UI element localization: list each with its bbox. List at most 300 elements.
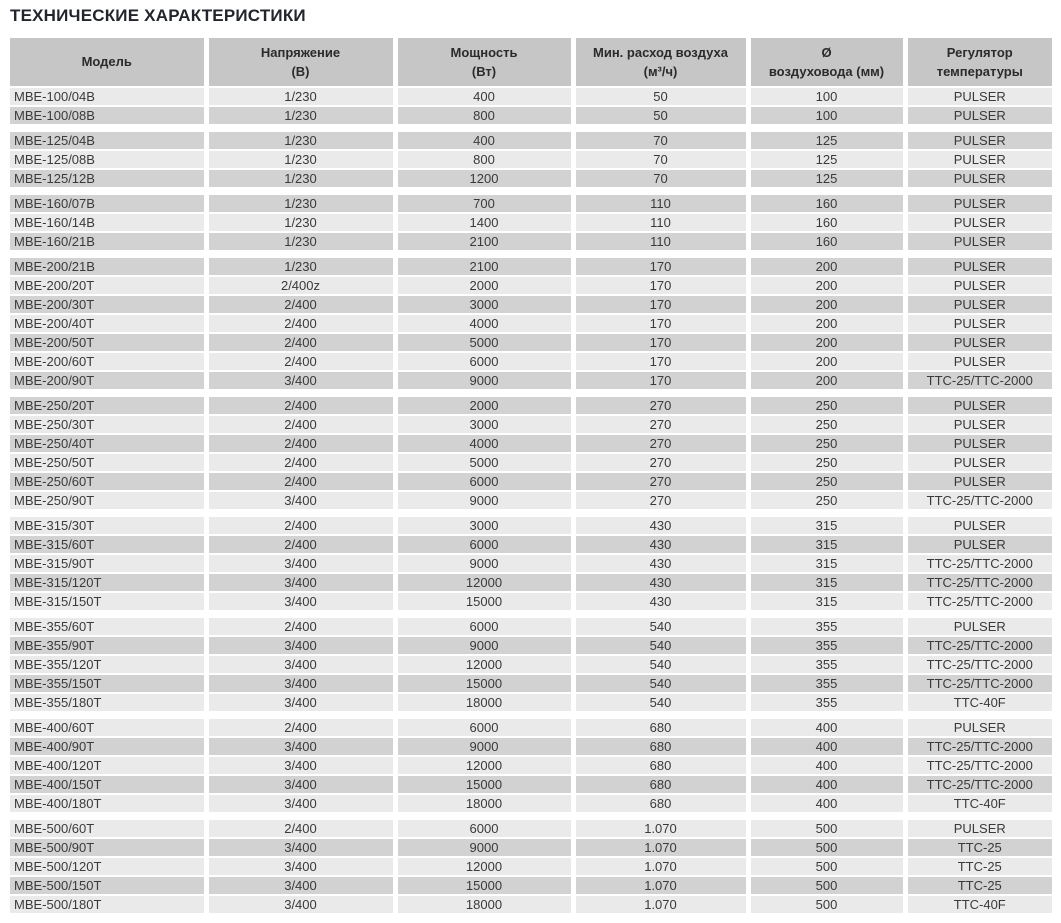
voltage-cell: 1/230 — [206, 131, 395, 150]
table-row — [10, 295, 1052, 314]
table-row — [10, 737, 1052, 756]
airflow-cell: 170 — [573, 295, 748, 314]
airflow-cell: 1.070 — [573, 876, 748, 895]
header-label: воздуховода (мм) — [768, 64, 885, 79]
header-label: температуры — [936, 64, 1023, 79]
voltage-cell: 3/400 — [206, 491, 395, 510]
voltage-cell: 2/400 — [206, 453, 395, 472]
table-row — [10, 617, 1052, 636]
model-cell: MBE-315/60T — [10, 535, 206, 554]
airflow-cell: 170 — [573, 276, 748, 295]
table-row — [10, 131, 1052, 150]
header-cell-model — [10, 38, 206, 87]
power-cell: 12000 — [395, 573, 573, 592]
diameter-cell: 125 — [748, 150, 905, 169]
power-cell: 12000 — [395, 756, 573, 775]
model-cell: MBE-200/60T — [10, 352, 206, 371]
table-row — [10, 655, 1052, 674]
voltage-cell: 1/230 — [206, 150, 395, 169]
diameter-cell: 200 — [748, 333, 905, 352]
regulator-cell: PULSER — [905, 213, 1052, 232]
model-cell: MBE-200/40T — [10, 314, 206, 333]
model-cell: MBE-500/60T — [10, 819, 206, 838]
diameter-cell: 355 — [748, 655, 905, 674]
regulator-cell: PULSER — [905, 276, 1052, 295]
diameter-cell: 400 — [748, 756, 905, 775]
power-cell: 9000 — [395, 554, 573, 573]
table-row — [10, 213, 1052, 232]
power-cell: 12000 — [395, 857, 573, 876]
voltage-cell: 1/230 — [206, 213, 395, 232]
voltage-cell: 2/400 — [206, 352, 395, 371]
voltage-cell: 3/400 — [206, 876, 395, 895]
voltage-cell: 3/400 — [206, 636, 395, 655]
model-cell: MBE-200/30T — [10, 295, 206, 314]
regulator-cell: TTC-40F — [905, 693, 1052, 712]
table-row — [10, 257, 1052, 276]
model-cell: MBE-200/21B — [10, 257, 206, 276]
airflow-cell: 50 — [573, 87, 748, 106]
airflow-cell: 70 — [573, 131, 748, 150]
model-cell: MBE-250/40T — [10, 434, 206, 453]
diameter-cell: 160 — [748, 194, 905, 213]
diameter-cell: 355 — [748, 693, 905, 712]
table-row — [10, 573, 1052, 592]
regulator-cell: PULSER — [905, 131, 1052, 150]
table-row — [10, 415, 1052, 434]
regulator-cell: PULSER — [905, 415, 1052, 434]
regulator-cell: TTC-25/TTC-2000 — [905, 737, 1052, 756]
model-cell: MBE-100/08B — [10, 106, 206, 125]
model-cell: MBE-250/50T — [10, 453, 206, 472]
regulator-cell: TTC-25/TTC-2000 — [905, 371, 1052, 390]
airflow-cell: 1.070 — [573, 895, 748, 914]
diameter-cell: 160 — [748, 232, 905, 251]
power-cell: 6000 — [395, 535, 573, 554]
spec-table-body — [10, 87, 1052, 914]
model-cell: MBE-315/90T — [10, 554, 206, 573]
power-cell: 18000 — [395, 895, 573, 914]
airflow-cell: 1.070 — [573, 819, 748, 838]
regulator-cell: TTC-40F — [905, 895, 1052, 914]
airflow-cell: 270 — [573, 434, 748, 453]
diameter-cell: 160 — [748, 213, 905, 232]
power-cell: 2100 — [395, 232, 573, 251]
airflow-cell: 540 — [573, 674, 748, 693]
airflow-cell: 680 — [573, 794, 748, 813]
table-row — [10, 396, 1052, 415]
table-row — [10, 491, 1052, 510]
diameter-cell: 100 — [748, 87, 905, 106]
diameter-cell: 315 — [748, 554, 905, 573]
power-cell: 18000 — [395, 693, 573, 712]
airflow-cell: 430 — [573, 535, 748, 554]
diameter-cell: 100 — [748, 106, 905, 125]
voltage-cell: 2/400 — [206, 718, 395, 737]
airflow-cell: 430 — [573, 554, 748, 573]
airflow-cell: 540 — [573, 636, 748, 655]
diameter-cell: 315 — [748, 573, 905, 592]
table-row — [10, 232, 1052, 251]
voltage-cell: 1/230 — [206, 194, 395, 213]
power-cell: 2100 — [395, 257, 573, 276]
table-row — [10, 794, 1052, 813]
diameter-cell: 400 — [748, 794, 905, 813]
airflow-cell: 430 — [573, 516, 748, 535]
airflow-cell: 270 — [573, 491, 748, 510]
model-cell: MBE-315/150T — [10, 592, 206, 611]
table-row — [10, 674, 1052, 693]
power-cell: 3000 — [395, 295, 573, 314]
diameter-cell: 500 — [748, 895, 905, 914]
regulator-cell: PULSER — [905, 314, 1052, 333]
airflow-cell: 1.070 — [573, 857, 748, 876]
power-cell: 6000 — [395, 472, 573, 491]
power-cell: 400 — [395, 131, 573, 150]
regulator-cell: PULSER — [905, 257, 1052, 276]
diameter-cell: 250 — [748, 434, 905, 453]
airflow-cell: 540 — [573, 655, 748, 674]
power-cell: 18000 — [395, 794, 573, 813]
table-row — [10, 276, 1052, 295]
regulator-cell: PULSER — [905, 453, 1052, 472]
model-cell: MBE-125/12B — [10, 169, 206, 188]
airflow-cell: 110 — [573, 194, 748, 213]
voltage-cell: 2/400 — [206, 535, 395, 554]
regulator-cell: TTC-25 — [905, 838, 1052, 857]
header-label: (В) — [291, 64, 310, 79]
header-row — [10, 38, 1052, 87]
regulator-cell: PULSER — [905, 472, 1052, 491]
model-cell: MBE-200/20T — [10, 276, 206, 295]
regulator-cell: TTC-25/TTC-2000 — [905, 573, 1052, 592]
table-row — [10, 371, 1052, 390]
table-row — [10, 535, 1052, 554]
voltage-cell: 2/400 — [206, 516, 395, 535]
page-title: ТЕХНИЧЕСКИЕ ХАРАКТЕРИСТИКИ — [10, 6, 306, 25]
voltage-cell: 3/400 — [206, 895, 395, 914]
power-cell: 2000 — [395, 396, 573, 415]
diameter-cell: 200 — [748, 257, 905, 276]
airflow-cell: 70 — [573, 169, 748, 188]
table-row — [10, 169, 1052, 188]
diameter-cell: 500 — [748, 876, 905, 895]
power-cell: 1400 — [395, 213, 573, 232]
header-label: Напряжение — [260, 44, 341, 60]
table-row — [10, 87, 1052, 106]
regulator-cell: PULSER — [905, 87, 1052, 106]
airflow-cell: 680 — [573, 737, 748, 756]
voltage-cell: 1/230 — [206, 169, 395, 188]
regulator-cell: TTC-25 — [905, 876, 1052, 895]
airflow-cell: 270 — [573, 396, 748, 415]
airflow-cell: 430 — [573, 573, 748, 592]
model-cell: MBE-200/90T — [10, 371, 206, 390]
voltage-cell: 3/400 — [206, 756, 395, 775]
power-cell: 1200 — [395, 169, 573, 188]
regulator-cell: PULSER — [905, 396, 1052, 415]
diameter-cell: 500 — [748, 857, 905, 876]
table-row — [10, 775, 1052, 794]
voltage-cell: 2/400 — [206, 295, 395, 314]
voltage-cell: 2/400 — [206, 396, 395, 415]
voltage-cell: 3/400 — [206, 794, 395, 813]
voltage-cell: 3/400 — [206, 693, 395, 712]
diameter-cell: 200 — [748, 314, 905, 333]
model-cell: MBE-250/60T — [10, 472, 206, 491]
diameter-cell: 400 — [748, 775, 905, 794]
regulator-cell: TTC-40F — [905, 794, 1052, 813]
model-cell: MBE-160/21B — [10, 232, 206, 251]
power-cell: 15000 — [395, 876, 573, 895]
diameter-cell: 250 — [748, 472, 905, 491]
airflow-cell: 270 — [573, 472, 748, 491]
model-cell: MBE-315/30T — [10, 516, 206, 535]
airflow-cell: 170 — [573, 352, 748, 371]
model-cell: MBE-355/180T — [10, 693, 206, 712]
header-label: (м³/ч) — [643, 64, 678, 79]
model-cell: MBE-250/30T — [10, 415, 206, 434]
table-row — [10, 314, 1052, 333]
table-row — [10, 857, 1052, 876]
power-cell: 15000 — [395, 674, 573, 693]
header-label: (Вт) — [471, 64, 497, 79]
table-row — [10, 150, 1052, 169]
regulator-cell: TTC-25/TTC-2000 — [905, 491, 1052, 510]
voltage-cell: 3/400 — [206, 674, 395, 693]
table-row — [10, 194, 1052, 213]
power-cell: 9000 — [395, 636, 573, 655]
header-label: Ø — [821, 44, 832, 60]
table-row — [10, 819, 1052, 838]
model-cell: MBE-400/60T — [10, 718, 206, 737]
voltage-cell: 2/400 — [206, 472, 395, 491]
model-cell: MBE-200/50T — [10, 333, 206, 352]
regulator-cell: PULSER — [905, 434, 1052, 453]
voltage-cell: 1/230 — [206, 232, 395, 251]
power-cell: 6000 — [395, 617, 573, 636]
voltage-cell: 3/400 — [206, 592, 395, 611]
diameter-cell: 315 — [748, 535, 905, 554]
regulator-cell: PULSER — [905, 295, 1052, 314]
regulator-cell: PULSER — [905, 718, 1052, 737]
model-cell: MBE-160/07B — [10, 194, 206, 213]
diameter-cell: 400 — [748, 718, 905, 737]
regulator-cell: TTC-25/TTC-2000 — [905, 674, 1052, 693]
model-cell: MBE-125/08B — [10, 150, 206, 169]
regulator-cell: PULSER — [905, 232, 1052, 251]
diameter-cell: 500 — [748, 819, 905, 838]
power-cell: 6000 — [395, 718, 573, 737]
power-cell: 6000 — [395, 819, 573, 838]
voltage-cell: 2/400 — [206, 415, 395, 434]
diameter-cell: 125 — [748, 169, 905, 188]
model-cell: MBE-355/120T — [10, 655, 206, 674]
airflow-cell: 680 — [573, 718, 748, 737]
regulator-cell: TTC-25/TTC-2000 — [905, 655, 1052, 674]
table-row — [10, 592, 1052, 611]
table-row — [10, 756, 1052, 775]
table-row — [10, 352, 1052, 371]
header-cell-duct-diameter — [748, 38, 905, 87]
regulator-cell: PULSER — [905, 169, 1052, 188]
airflow-cell: 270 — [573, 453, 748, 472]
regulator-cell: PULSER — [905, 535, 1052, 554]
airflow-cell: 430 — [573, 592, 748, 611]
table-row — [10, 333, 1052, 352]
regulator-cell: TTC-25/TTC-2000 — [905, 554, 1052, 573]
diameter-cell: 200 — [748, 371, 905, 390]
power-cell: 9000 — [395, 371, 573, 390]
model-cell: MBE-400/90T — [10, 737, 206, 756]
table-row — [10, 838, 1052, 857]
power-cell: 800 — [395, 150, 573, 169]
power-cell: 9000 — [395, 838, 573, 857]
voltage-cell: 2/400 — [206, 617, 395, 636]
diameter-cell: 200 — [748, 295, 905, 314]
spec-table — [10, 38, 1052, 915]
voltage-cell: 2/400 — [206, 434, 395, 453]
header-label: Регулятор — [946, 44, 1013, 60]
airflow-cell: 110 — [573, 213, 748, 232]
model-cell: MBE-500/120T — [10, 857, 206, 876]
table-row — [10, 516, 1052, 535]
power-cell: 6000 — [395, 352, 573, 371]
airflow-cell: 1.070 — [573, 838, 748, 857]
regulator-cell: TTC-25/TTC-2000 — [905, 756, 1052, 775]
model-cell: MBE-250/20T — [10, 396, 206, 415]
diameter-cell: 250 — [748, 396, 905, 415]
regulator-cell: PULSER — [905, 617, 1052, 636]
voltage-cell: 1/230 — [206, 257, 395, 276]
voltage-cell: 3/400 — [206, 655, 395, 674]
regulator-cell: PULSER — [905, 106, 1052, 125]
table-row — [10, 472, 1052, 491]
table-row — [10, 106, 1052, 125]
power-cell: 9000 — [395, 737, 573, 756]
model-cell: MBE-400/120T — [10, 756, 206, 775]
model-cell: MBE-400/150T — [10, 775, 206, 794]
table-row — [10, 636, 1052, 655]
diameter-cell: 125 — [748, 131, 905, 150]
model-cell: MBE-500/180T — [10, 895, 206, 914]
voltage-cell: 3/400 — [206, 838, 395, 857]
power-cell: 3000 — [395, 415, 573, 434]
power-cell: 700 — [395, 194, 573, 213]
voltage-cell: 3/400 — [206, 775, 395, 794]
table-row — [10, 554, 1052, 573]
voltage-cell: 1/230 — [206, 87, 395, 106]
airflow-cell: 540 — [573, 617, 748, 636]
airflow-cell: 170 — [573, 314, 748, 333]
regulator-cell: TTC-25/TTC-2000 — [905, 592, 1052, 611]
airflow-cell: 110 — [573, 232, 748, 251]
regulator-cell: PULSER — [905, 333, 1052, 352]
header-cell-airflow — [573, 38, 748, 87]
voltage-cell: 3/400 — [206, 573, 395, 592]
airflow-cell: 540 — [573, 693, 748, 712]
regulator-cell: PULSER — [905, 352, 1052, 371]
voltage-cell: 2/400z — [206, 276, 395, 295]
voltage-cell: 3/400 — [206, 737, 395, 756]
diameter-cell: 315 — [748, 516, 905, 535]
model-cell: MBE-500/150T — [10, 876, 206, 895]
regulator-cell: TTC-25 — [905, 857, 1052, 876]
regulator-cell: PULSER — [905, 516, 1052, 535]
voltage-cell: 2/400 — [206, 333, 395, 352]
model-cell: MBE-250/90T — [10, 491, 206, 510]
diameter-cell: 355 — [748, 636, 905, 655]
diameter-cell: 400 — [748, 737, 905, 756]
model-cell: MBE-355/90T — [10, 636, 206, 655]
header-label: Мин. расход воздуха — [593, 44, 728, 60]
spec-table-header — [10, 38, 1052, 87]
diameter-cell: 315 — [748, 592, 905, 611]
airflow-cell: 170 — [573, 333, 748, 352]
power-cell: 9000 — [395, 491, 573, 510]
power-cell: 12000 — [395, 655, 573, 674]
power-cell: 2000 — [395, 276, 573, 295]
voltage-cell: 1/230 — [206, 106, 395, 125]
airflow-cell: 170 — [573, 257, 748, 276]
diameter-cell: 250 — [748, 415, 905, 434]
regulator-cell: PULSER — [905, 194, 1052, 213]
power-cell: 15000 — [395, 775, 573, 794]
power-cell: 4000 — [395, 434, 573, 453]
model-cell: MBE-400/180T — [10, 794, 206, 813]
voltage-cell: 3/400 — [206, 857, 395, 876]
table-row — [10, 693, 1052, 712]
model-cell: MBE-355/150T — [10, 674, 206, 693]
table-row — [10, 434, 1052, 453]
regulator-cell: TTC-25/TTC-2000 — [905, 636, 1052, 655]
table-row — [10, 718, 1052, 737]
diameter-cell: 250 — [748, 491, 905, 510]
airflow-cell: 680 — [573, 775, 748, 794]
header-cell-temperature-regulator — [905, 38, 1052, 87]
airflow-cell: 50 — [573, 106, 748, 125]
power-cell: 15000 — [395, 592, 573, 611]
model-cell: MBE-100/04B — [10, 87, 206, 106]
airflow-cell: 680 — [573, 756, 748, 775]
model-cell: MBE-355/60T — [10, 617, 206, 636]
table-row — [10, 895, 1052, 914]
model-cell: MBE-125/04B — [10, 131, 206, 150]
airflow-cell: 170 — [573, 371, 748, 390]
diameter-cell: 250 — [748, 453, 905, 472]
regulator-cell: TTC-25/TTC-2000 — [905, 775, 1052, 794]
voltage-cell: 3/400 — [206, 554, 395, 573]
model-cell: MBE-500/90T — [10, 838, 206, 857]
diameter-cell: 355 — [748, 617, 905, 636]
model-cell: MBE-315/120T — [10, 573, 206, 592]
diameter-cell: 355 — [748, 674, 905, 693]
power-cell: 400 — [395, 87, 573, 106]
power-cell: 3000 — [395, 516, 573, 535]
regulator-cell: PULSER — [905, 150, 1052, 169]
header-cell-power — [395, 38, 573, 87]
voltage-cell: 3/400 — [206, 371, 395, 390]
header-cell-voltage — [206, 38, 395, 87]
regulator-cell: PULSER — [905, 819, 1052, 838]
model-cell: MBE-160/14B — [10, 213, 206, 232]
diameter-cell: 200 — [748, 276, 905, 295]
voltage-cell: 2/400 — [206, 314, 395, 333]
power-cell: 800 — [395, 106, 573, 125]
diameter-cell: 200 — [748, 352, 905, 371]
header-label: Модель — [81, 54, 132, 70]
table-row — [10, 453, 1052, 472]
